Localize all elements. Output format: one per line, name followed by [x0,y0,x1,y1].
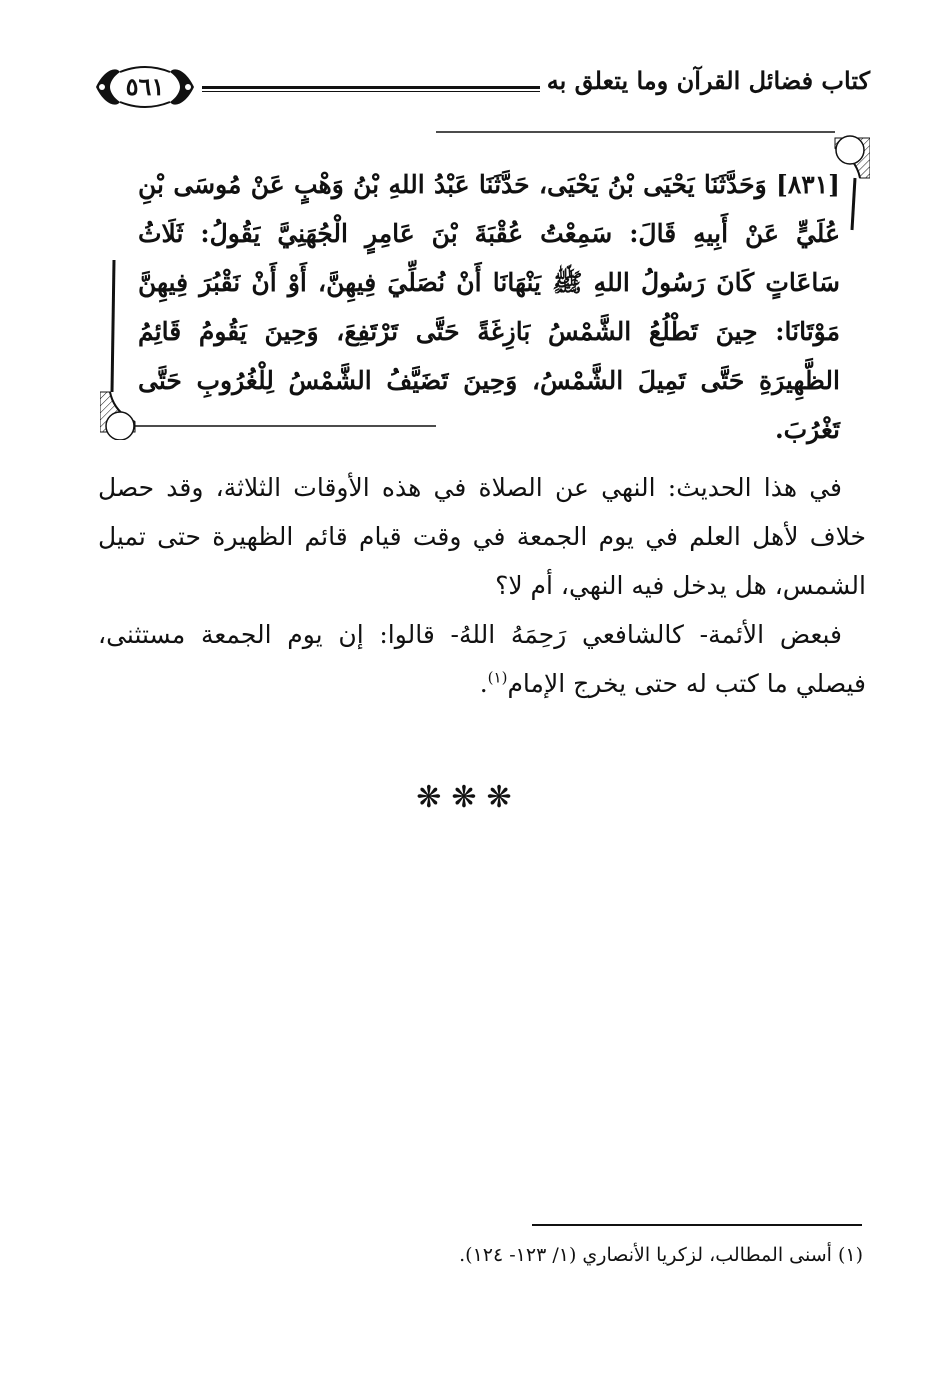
footnote-rule [532,1224,862,1226]
commentary-paragraph: في هذا الحديث: النهي عن الصلاة في هذه الأوقات الثلاثة، وقد حصل خلاف لأهل العلم في يوم الجمعة في وقت قيام قائم الظهيرة حتى تميل الشمس، هل يدخل فيه النهي، أم لا؟ [98,473,866,600]
sentence-end: . [479,669,488,698]
page-number-ornament [90,60,200,114]
footnote-reference[interactable]: (١) [487,668,508,687]
section-separator: ❋❋❋ [416,780,522,815]
page-number: ٥٦١ [125,72,165,101]
commentary-paragraph-text: فبعض الأئمة- كالشافعي رَحِمَهُ اللهُ- قالوا: إن يوم الجمعة مستثنى، فيصلي ما كتب له حتى يخرج الإمام [98,620,866,698]
page-header [90,60,870,120]
hadith-text: [٨٣١] وَحَدَّثَنَا يَحْيَى بْنُ يَحْيَى، حَدَّثَنَا عَبْدُ اللهِ بْنُ وَهْبٍ عَنْ مُوسَى بْنِ عُلَيٍّ عَنْ أَبِيهِ قَالَ: سَمِعْتُ عُقْبَةَ بْنَ عَامِرٍ الْجُهَنِيَّ يَقُولُ: ثَلَاثُ سَاعَاتٍ كَانَ رَسُولُ اللهِ ﷺ يَنْهَانَا أَنْ نُصَلِّيَ فِيهِنَّ، أَوْ أَنْ نَقْبُرَ فِيهِنَّ مَوْتَانَا: حِينَ تَطْلُعُ الشَّمْسُ بَازِغَةً حَتَّى تَرْتَفِعَ، وَحِينَ يَقُومُ قَائِمُ الظَّهِيرَةِ حَتَّى تَمِيلَ الشَّمْسُ، وَحِينَ تَضَيَّفُ الشَّمْسُ لِلْغُرُوبِ حَتَّى تَغْرُبَ. [138,170,840,444]
header-rule [202,86,540,92]
footnote: (١) أسنى المطالب، لزكريا الأنصاري (١/ ١٢٣- ١٢٤). [459,1244,863,1266]
running-title: كتاب فضائل القرآن وما يتعلق به [546,66,870,95]
commentary [98,463,866,708]
commentary-paragraph [98,610,866,708]
hadith-box [100,130,870,444]
